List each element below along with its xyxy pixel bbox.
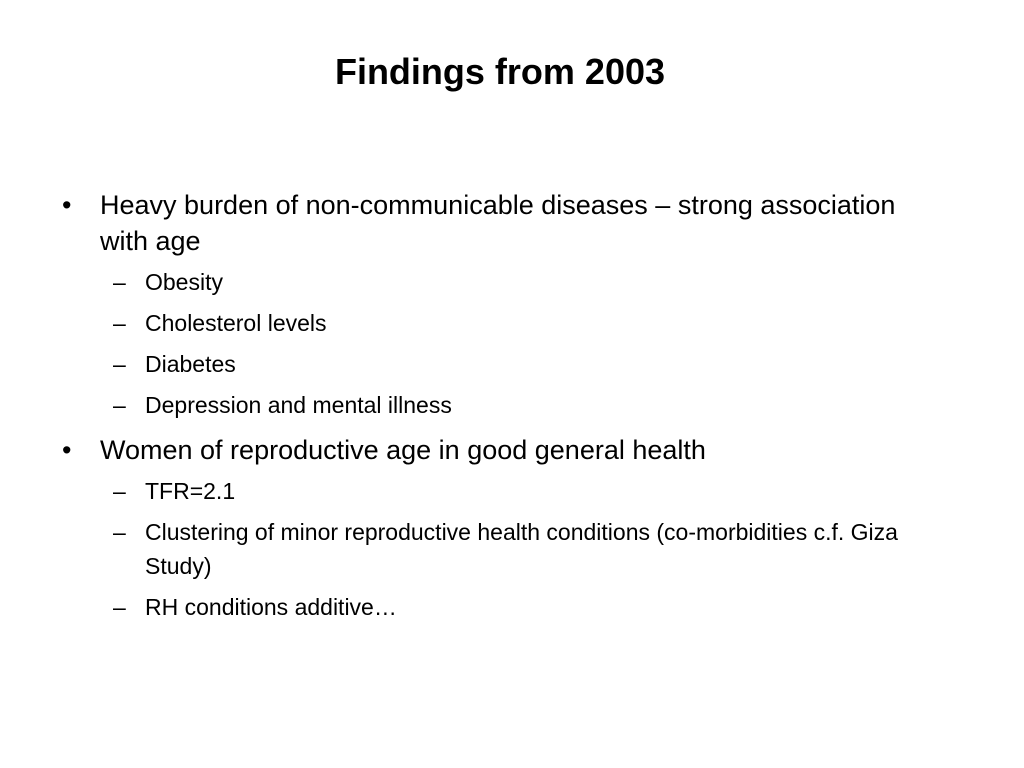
dash-marker: –: [113, 519, 126, 545]
dash-marker: –: [113, 594, 126, 620]
sub-bullet-list: [100, 474, 942, 624]
sub-bullet-text: Depression and mental illness: [145, 392, 452, 418]
dash-marker: –: [113, 269, 126, 295]
dash-marker: –: [113, 392, 126, 418]
dash-marker: –: [113, 351, 126, 377]
sub-bullet-list: [100, 265, 942, 422]
sub-bullet-item: [100, 347, 942, 381]
sub-bullet-text: TFR=2.1: [145, 478, 236, 504]
dash-marker: –: [113, 310, 126, 336]
sub-bullet-text: RH conditions additive…: [145, 594, 397, 620]
bullet-list: [62, 187, 942, 634]
bullet-item: [62, 432, 942, 624]
sub-bullet-text: Cholesterol levels: [145, 310, 327, 336]
bullet-text: Heavy burden of non-communicable diseases – strong association with age: [100, 190, 896, 256]
sub-bullet-item: [100, 265, 942, 299]
dash-marker: –: [113, 478, 126, 504]
sub-bullet-item: [100, 590, 942, 624]
sub-bullet-item: [100, 515, 942, 583]
sub-bullet-text: Clustering of minor reproductive health conditions (co-morbidities c.f. Giza Study): [145, 519, 898, 579]
sub-bullet-item: [100, 388, 942, 422]
sub-bullet-item: [100, 474, 942, 508]
slide-title: Findings from 2003: [334, 51, 666, 92]
bullet-item: [62, 187, 942, 422]
bullet-marker: •: [62, 190, 72, 220]
sub-bullet-text: Diabetes: [145, 351, 236, 377]
sub-bullet-item: [100, 306, 942, 340]
sub-bullet-text: Obesity: [145, 269, 223, 295]
bullet-marker: •: [62, 435, 72, 465]
bullet-text: Women of reproductive age in good general health: [100, 435, 706, 465]
